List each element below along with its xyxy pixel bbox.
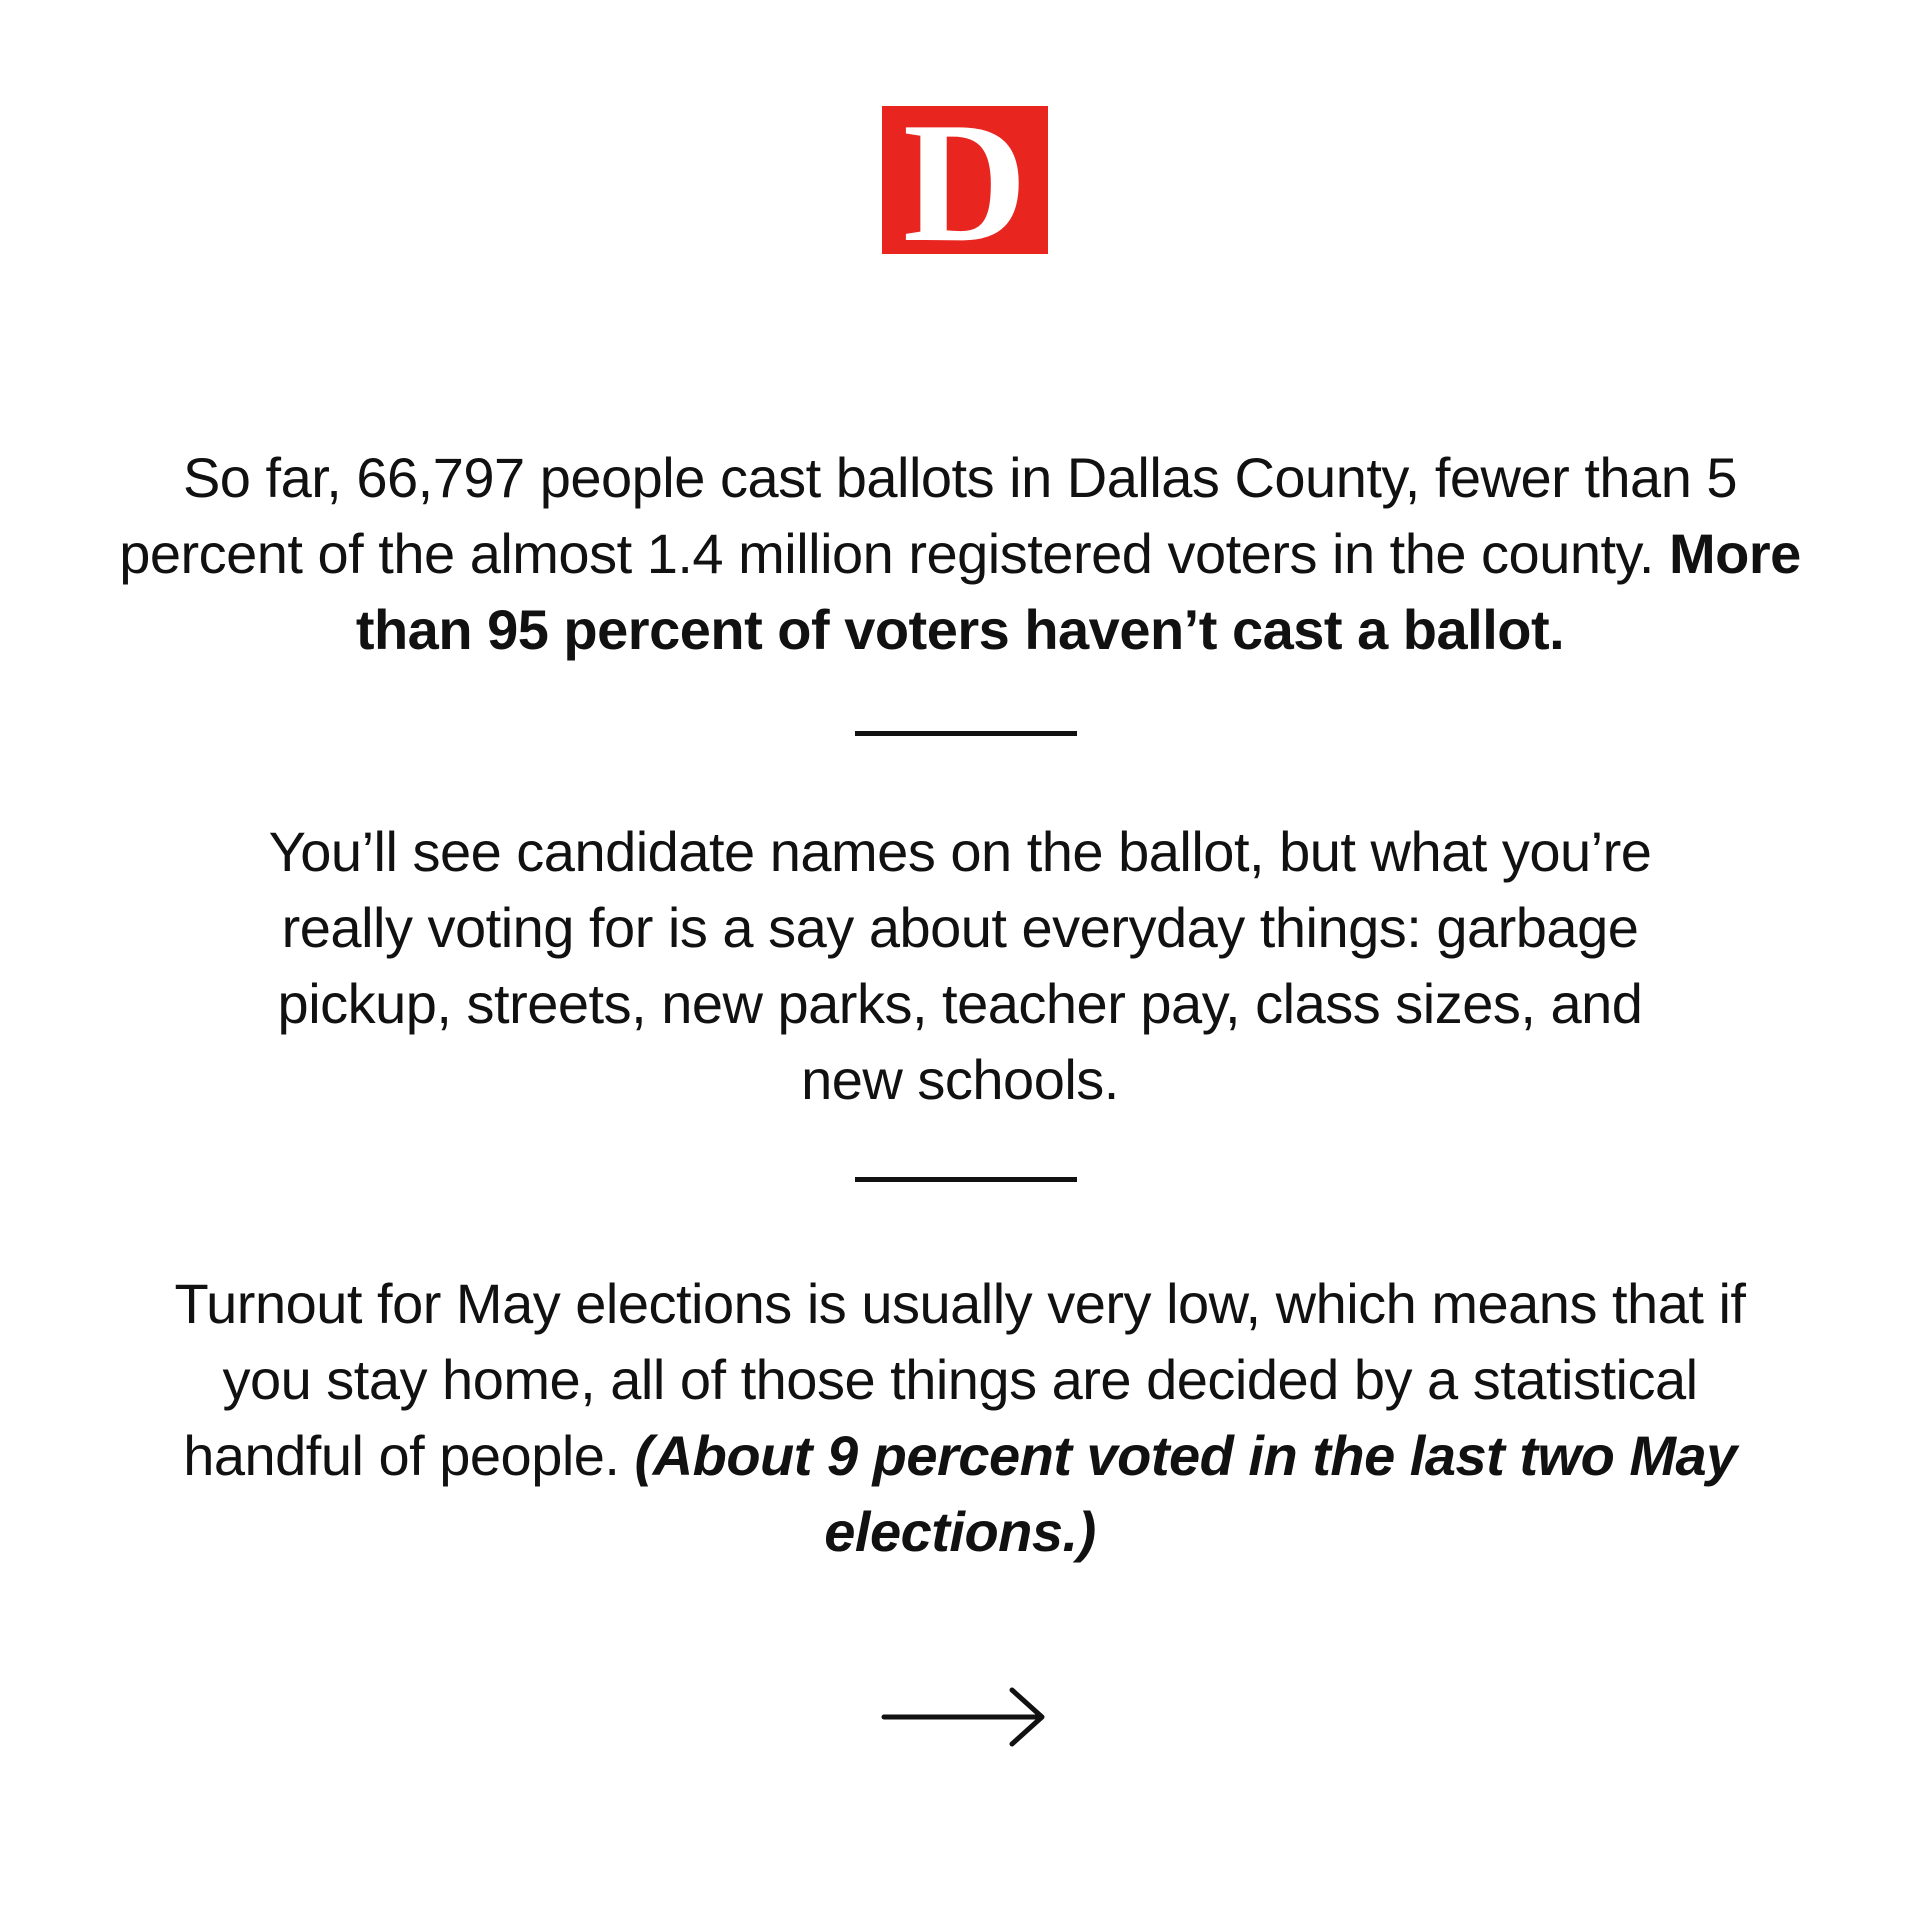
ballots-cast-text: So far, 66,797 people cast ballots in Dallas County, fewer than 5 percent of the almost 1.4 million registered voters in the county. [119, 446, 1738, 585]
paragraph-ballots-cast [110, 440, 1810, 668]
paragraph-turnout [150, 1266, 1770, 1570]
everyday-things-text: You’ll see candidate names on the ballot, but what you’re really voting for is a say about everyday things: garbage pickup, streets, new parks, teacher pay, class sizes, and new schools. [268, 820, 1652, 1111]
turnout-highlight: (About 9 percent voted in the last two May elections.) [634, 1424, 1737, 1563]
d-magazine-logo [882, 88, 1048, 278]
turnout-text: Turnout for May elections is usually very low, which means that if you stay home, all of those things are decided by a statistical handful of people. [174, 1272, 1746, 1487]
divider-line [855, 1177, 1077, 1182]
divider-line [855, 731, 1077, 736]
arrow-right-icon[interactable] [880, 1682, 1050, 1752]
logo-letter: D [902, 88, 1028, 278]
ballots-cast-highlight: More than 95 percent of voters haven’t cast a ballot. [355, 522, 1801, 661]
paragraph-everyday-things [230, 814, 1690, 1118]
